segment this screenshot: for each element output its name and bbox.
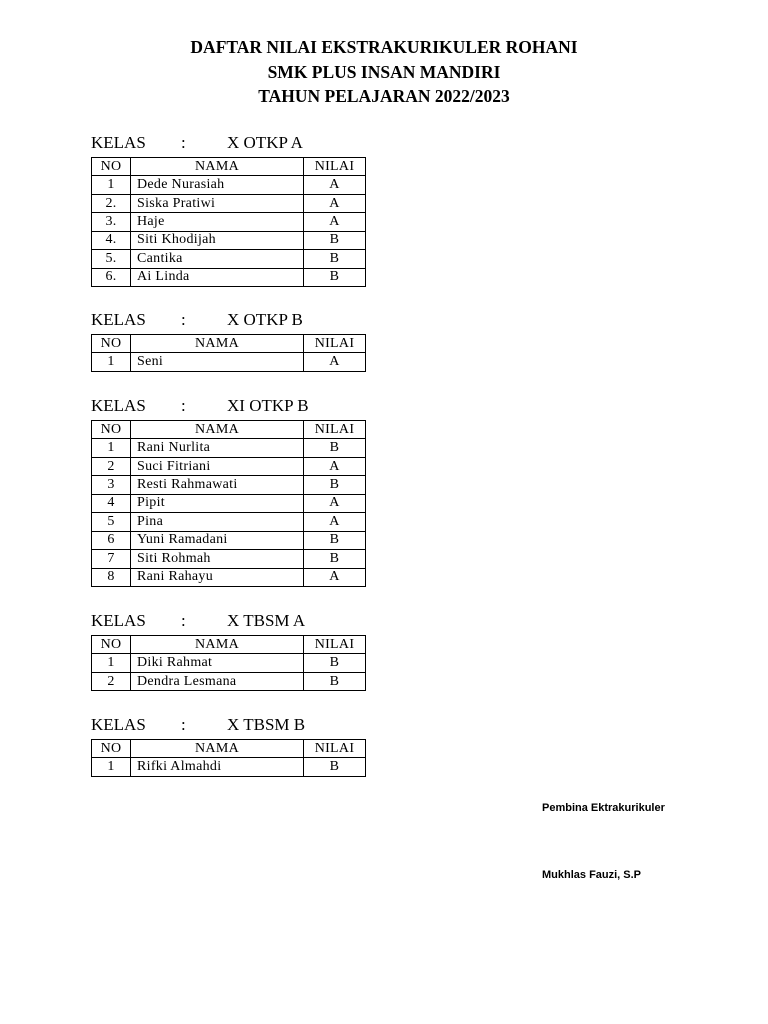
table-header-row <box>92 421 366 439</box>
nilai-cell: B <box>304 476 366 494</box>
class-label: KELAS <box>91 396 146 415</box>
no-cell: 5 <box>92 513 131 531</box>
table-row <box>92 268 366 286</box>
no-cell: 8 <box>92 568 131 586</box>
table-row <box>92 672 366 690</box>
table-row <box>92 513 366 531</box>
nilai-cell: B <box>304 250 366 268</box>
class-name: X OTKP B <box>227 310 303 329</box>
table-row <box>92 250 366 268</box>
nilai-cell: B <box>304 654 366 672</box>
table-header-row <box>92 636 366 654</box>
no-cell: 1 <box>92 439 131 457</box>
class-label: KELAS <box>91 611 146 630</box>
nilai-cell: A <box>304 457 366 475</box>
signature-role: Pembina Ektrakurikuler <box>542 802 665 814</box>
no-cell: 4. <box>92 231 131 249</box>
nama-cell: Diki Rahmat <box>131 654 304 672</box>
nilai-header: NILAI <box>304 636 366 654</box>
nama-cell: Dede Nurasiah <box>131 176 304 194</box>
grade-table <box>91 635 366 691</box>
no-header: NO <box>92 636 131 654</box>
table-header-row <box>92 158 366 176</box>
title-line-2: SMK PLUS INSAN MANDIRI <box>267 61 501 82</box>
nilai-cell: A <box>304 353 366 371</box>
table-row <box>92 439 366 457</box>
table-row <box>92 568 366 586</box>
nama-cell: Siska Pratiwi <box>131 194 304 212</box>
table-header-row <box>92 335 366 353</box>
no-cell: 6. <box>92 268 131 286</box>
table-row <box>92 176 366 194</box>
nilai-cell: A <box>304 513 366 531</box>
grade-table <box>91 420 366 587</box>
title-line-3: TAHUN PELAJARAN 2022/2023 <box>258 86 510 106</box>
nilai-cell: B <box>304 231 366 249</box>
nilai-header: NILAI <box>304 740 366 758</box>
class-label: KELAS <box>91 133 146 152</box>
nama-cell: Suci Fitriani <box>131 457 304 475</box>
nama-header: NAMA <box>131 740 304 758</box>
nilai-cell: A <box>304 568 366 586</box>
no-cell: 2 <box>92 672 131 690</box>
class-heading <box>91 611 391 635</box>
grade-table <box>91 157 366 287</box>
nilai-cell: B <box>304 758 366 776</box>
table-row <box>92 194 366 212</box>
class-section-xi-otkp-b <box>91 396 391 587</box>
class-name: X OTKP A <box>227 133 303 152</box>
class-label: KELAS <box>91 310 146 329</box>
signature-name: Mukhlas Fauzi, S.P <box>542 869 642 881</box>
nilai-cell: B <box>304 268 366 286</box>
no-cell: 3 <box>92 476 131 494</box>
no-cell: 4 <box>92 494 131 512</box>
class-label: KELAS <box>91 715 146 734</box>
title-line-1: DAFTAR NILAI EKSTRAKURIKULER ROHANI <box>190 37 578 57</box>
nilai-cell: B <box>304 672 366 690</box>
table-row <box>92 494 366 512</box>
table-row <box>92 654 366 672</box>
no-cell: 2 <box>92 457 131 475</box>
nama-cell: Resti Rahmawati <box>131 476 304 494</box>
no-header: NO <box>92 335 131 353</box>
no-cell: 1 <box>92 654 131 672</box>
table-header-row <box>92 740 366 758</box>
no-cell: 7 <box>92 550 131 568</box>
nilai-cell: B <box>304 531 366 549</box>
no-cell: 1 <box>92 176 131 194</box>
class-name: X TBSM B <box>227 715 306 734</box>
nilai-header: NILAI <box>304 158 366 176</box>
table-row <box>92 353 366 371</box>
nilai-cell: A <box>304 194 366 212</box>
nama-cell: Dendra Lesmana <box>131 672 304 690</box>
table-row <box>92 550 366 568</box>
class-section-x-tbsm-a <box>91 611 391 691</box>
no-header: NO <box>92 158 131 176</box>
grade-table <box>91 739 366 777</box>
nilai-header: NILAI <box>304 335 366 353</box>
class-section-x-tbsm-b <box>91 715 391 777</box>
no-header: NO <box>92 421 131 439</box>
no-cell: 3. <box>92 213 131 231</box>
class-separator: : <box>181 310 186 329</box>
class-separator: : <box>181 715 186 734</box>
nama-header: NAMA <box>131 421 304 439</box>
nilai-header: NILAI <box>304 421 366 439</box>
class-heading <box>91 133 391 157</box>
nama-cell: Ai Linda <box>131 268 304 286</box>
class-name: XI OTKP B <box>227 396 309 415</box>
nama-cell: Rani Nurlita <box>131 439 304 457</box>
nilai-cell: B <box>304 550 366 568</box>
nama-cell: Yuni Ramadani <box>131 531 304 549</box>
table-row <box>92 476 366 494</box>
no-cell: 1 <box>92 353 131 371</box>
nilai-cell: B <box>304 439 366 457</box>
nama-header: NAMA <box>131 335 304 353</box>
grade-table <box>91 334 366 372</box>
class-separator: : <box>181 396 186 415</box>
class-name: X TBSM A <box>227 611 306 630</box>
nama-cell: Haje <box>131 213 304 231</box>
document-title <box>0 35 768 109</box>
table-row <box>92 231 366 249</box>
nama-cell: Pina <box>131 513 304 531</box>
class-section-x-otkp-b <box>91 310 391 372</box>
nama-cell: Cantika <box>131 250 304 268</box>
nilai-cell: A <box>304 494 366 512</box>
no-cell: 5. <box>92 250 131 268</box>
nama-cell: Pipit <box>131 494 304 512</box>
table-row <box>92 531 366 549</box>
nilai-cell: A <box>304 213 366 231</box>
no-cell: 2. <box>92 194 131 212</box>
class-heading <box>91 396 391 420</box>
class-heading <box>91 715 391 739</box>
nama-cell: Rifki Almahdi <box>131 758 304 776</box>
no-cell: 1 <box>92 758 131 776</box>
nama-header: NAMA <box>131 158 304 176</box>
nama-cell: Seni <box>131 353 304 371</box>
table-row <box>92 457 366 475</box>
table-row <box>92 758 366 776</box>
nama-cell: Siti Rohmah <box>131 550 304 568</box>
table-row <box>92 213 366 231</box>
no-header: NO <box>92 740 131 758</box>
class-section-x-otkp-a <box>91 133 391 287</box>
class-heading <box>91 310 391 334</box>
nama-header: NAMA <box>131 636 304 654</box>
class-separator: : <box>181 133 186 152</box>
nilai-cell: A <box>304 176 366 194</box>
nama-cell: Rani Rahayu <box>131 568 304 586</box>
class-separator: : <box>181 611 186 630</box>
no-cell: 6 <box>92 531 131 549</box>
nama-cell: Siti Khodijah <box>131 231 304 249</box>
